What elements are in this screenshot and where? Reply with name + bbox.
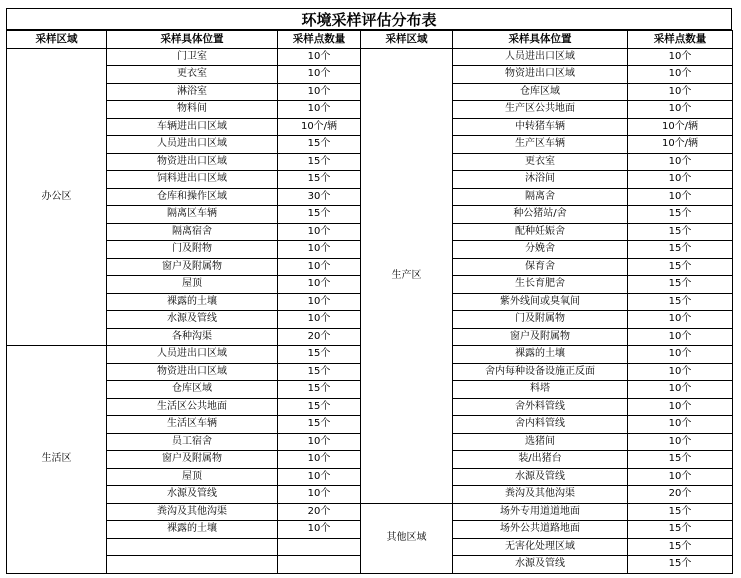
location-cell-left: 裸露的土壤	[107, 293, 278, 311]
count-cell-right: 10个	[628, 66, 733, 84]
location-cell-right: 裸露的土壤	[453, 346, 628, 364]
location-cell-right: 舍外料管线	[453, 398, 628, 416]
count-cell-left: 10个	[278, 101, 361, 119]
count-cell-right: 10个	[628, 381, 733, 399]
location-cell-right: 生产区车辆	[453, 136, 628, 154]
location-cell-left: 淋浴室	[107, 83, 278, 101]
location-cell-right: 选猪间	[453, 433, 628, 451]
sampling-table	[6, 30, 733, 574]
location-cell-left: 门及附物	[107, 241, 278, 259]
location-cell-right: 种公猪站/舍	[453, 206, 628, 224]
count-cell-left: 10个/辆	[278, 118, 361, 136]
location-cell-left: 窗户及附属物	[107, 258, 278, 276]
table-row	[7, 503, 733, 521]
count-cell-left: 10个	[278, 223, 361, 241]
count-cell-right: 15个	[628, 556, 733, 574]
location-cell-right: 舍内料管线	[453, 416, 628, 434]
count-cell-left: 20个	[278, 503, 361, 521]
count-cell-right: 10个	[628, 398, 733, 416]
count-cell-right: 10个	[628, 363, 733, 381]
count-cell-right: 10个	[628, 328, 733, 346]
count-cell-left	[278, 556, 361, 574]
location-cell-left	[107, 538, 278, 556]
area-cell-right: 其他区域	[361, 503, 453, 573]
location-cell-right: 生产区公共地面	[453, 101, 628, 119]
count-cell-left: 15个	[278, 416, 361, 434]
count-cell-right: 10个	[628, 171, 733, 189]
location-cell-left: 门卫室	[107, 48, 278, 66]
count-cell-right: 10个	[628, 153, 733, 171]
count-cell-left: 10个	[278, 433, 361, 451]
header-location-left: 采样具体位置	[107, 31, 278, 49]
location-cell-right: 分娩舍	[453, 241, 628, 259]
location-cell-left: 物资进出口区域	[107, 153, 278, 171]
count-cell-right: 15个	[628, 451, 733, 469]
count-cell-right: 10个/辆	[628, 136, 733, 154]
count-cell-left: 15个	[278, 398, 361, 416]
header-row	[7, 31, 733, 49]
count-cell-left: 30个	[278, 188, 361, 206]
count-cell-left: 15个	[278, 136, 361, 154]
count-cell-left: 15个	[278, 153, 361, 171]
location-cell-left: 人员进出口区域	[107, 136, 278, 154]
count-cell-right: 20个	[628, 486, 733, 504]
location-cell-left: 物资进出口区域	[107, 363, 278, 381]
count-cell-left: 15个	[278, 381, 361, 399]
header-count-right: 采样点数量	[628, 31, 733, 49]
count-cell-left: 10个	[278, 276, 361, 294]
table-body	[7, 48, 733, 573]
location-cell-left: 屋顶	[107, 276, 278, 294]
location-cell-left: 粪沟及其他沟渠	[107, 503, 278, 521]
location-cell-right: 窗户及附属物	[453, 328, 628, 346]
location-cell-left: 窗户及附属物	[107, 451, 278, 469]
count-cell-left: 10个	[278, 83, 361, 101]
location-cell-right: 紫外线间或臭氧间	[453, 293, 628, 311]
count-cell-right: 15个	[628, 503, 733, 521]
location-cell-left: 人员进出口区域	[107, 346, 278, 364]
header-location-right: 采样具体位置	[453, 31, 628, 49]
location-cell-right: 人员进出口区域	[453, 48, 628, 66]
location-cell-right: 沐浴间	[453, 171, 628, 189]
count-cell-right: 15个	[628, 223, 733, 241]
count-cell-right: 10个/辆	[628, 118, 733, 136]
count-cell-left: 15个	[278, 363, 361, 381]
location-cell-left: 员工宿舍	[107, 433, 278, 451]
location-cell-right: 中转猪车辆	[453, 118, 628, 136]
count-cell-left: 10个	[278, 468, 361, 486]
location-cell-left: 隔离宿舍	[107, 223, 278, 241]
count-cell-right: 15个	[628, 538, 733, 556]
count-cell-right: 10个	[628, 346, 733, 364]
count-cell-left: 10个	[278, 486, 361, 504]
location-cell-right: 门及附属物	[453, 311, 628, 329]
count-cell-right: 15个	[628, 521, 733, 539]
area-cell-left: 生活区	[7, 346, 107, 574]
count-cell-right: 10个	[628, 311, 733, 329]
location-cell-left: 更衣室	[107, 66, 278, 84]
location-cell-right: 更衣室	[453, 153, 628, 171]
header-count-left: 采样点数量	[278, 31, 361, 49]
location-cell-left: 裸露的土壤	[107, 521, 278, 539]
location-cell-right: 舍内每种设备设施正反面	[453, 363, 628, 381]
location-cell-right: 粪沟及其他沟渠	[453, 486, 628, 504]
count-cell-left: 10个	[278, 66, 361, 84]
count-cell-left: 15个	[278, 206, 361, 224]
location-cell-right: 隔离舍	[453, 188, 628, 206]
count-cell-right: 10个	[628, 468, 733, 486]
location-cell-right: 场外专用道道地面	[453, 503, 628, 521]
location-cell-left: 各种沟渠	[107, 328, 278, 346]
count-cell-left: 10个	[278, 451, 361, 469]
count-cell-right: 10个	[628, 48, 733, 66]
count-cell-right: 15个	[628, 206, 733, 224]
location-cell-left: 车辆进出口区域	[107, 118, 278, 136]
count-cell-left: 20个	[278, 328, 361, 346]
location-cell-left: 仓库区域	[107, 381, 278, 399]
header-area-left: 采样区域	[7, 31, 107, 49]
location-cell-left: 隔离区车辆	[107, 206, 278, 224]
count-cell-right: 15个	[628, 241, 733, 259]
location-cell-right: 保育舍	[453, 258, 628, 276]
location-cell-right: 水源及管线	[453, 468, 628, 486]
count-cell-right: 10个	[628, 188, 733, 206]
count-cell-left: 15个	[278, 171, 361, 189]
count-cell-right: 10个	[628, 416, 733, 434]
location-cell-right: 物资进出口区域	[453, 66, 628, 84]
location-cell-right: 料塔	[453, 381, 628, 399]
count-cell-left: 10个	[278, 241, 361, 259]
count-cell-right: 10个	[628, 83, 733, 101]
count-cell-right: 10个	[628, 101, 733, 119]
location-cell-right: 场外公共道路地面	[453, 521, 628, 539]
count-cell-left: 10个	[278, 521, 361, 539]
count-cell-right: 15个	[628, 276, 733, 294]
area-cell-right: 生产区	[361, 48, 453, 503]
location-cell-right: 装/出猪台	[453, 451, 628, 469]
location-cell-right: 仓库区域	[453, 83, 628, 101]
header-area-right: 采样区域	[361, 31, 453, 49]
location-cell-left: 生活区车辆	[107, 416, 278, 434]
location-cell-left: 物料间	[107, 101, 278, 119]
location-cell-left: 水源及管线	[107, 311, 278, 329]
count-cell-right: 15个	[628, 293, 733, 311]
location-cell-right: 配种妊娠舍	[453, 223, 628, 241]
count-cell-left: 15个	[278, 346, 361, 364]
table-title: 环境采样评估分布表	[6, 8, 732, 30]
count-cell-right: 10个	[628, 433, 733, 451]
location-cell-right: 生长育肥舍	[453, 276, 628, 294]
count-cell-left: 10个	[278, 258, 361, 276]
count-cell-left: 10个	[278, 293, 361, 311]
location-cell-left: 仓库和操作区域	[107, 188, 278, 206]
location-cell-left: 屋顶	[107, 468, 278, 486]
table-row	[7, 48, 733, 66]
location-cell-right: 无害化处理区域	[453, 538, 628, 556]
location-cell-left: 水源及管线	[107, 486, 278, 504]
area-cell-left: 办公区	[7, 48, 107, 346]
location-cell-left: 饲料进出口区域	[107, 171, 278, 189]
location-cell-left	[107, 556, 278, 574]
count-cell-left	[278, 538, 361, 556]
count-cell-right: 15个	[628, 258, 733, 276]
location-cell-left: 生活区公共地面	[107, 398, 278, 416]
count-cell-left: 10个	[278, 48, 361, 66]
count-cell-left: 10个	[278, 311, 361, 329]
location-cell-right: 水源及管线	[453, 556, 628, 574]
